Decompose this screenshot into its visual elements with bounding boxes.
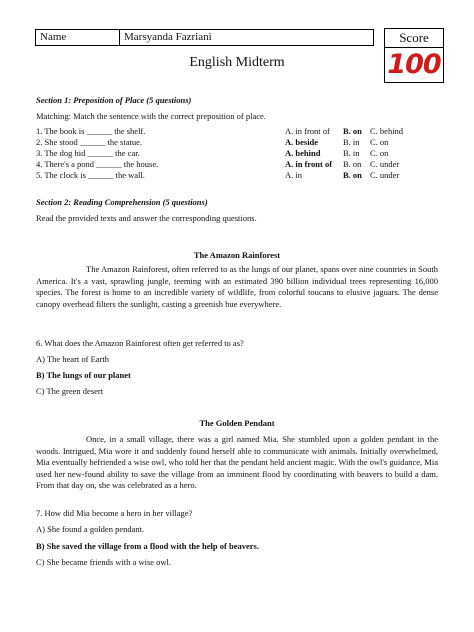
option-c: C. under <box>370 159 400 169</box>
name-label: Name <box>36 30 120 45</box>
story1-title: The Amazon Rainforest <box>193 250 281 260</box>
page-title: English Midterm <box>189 55 285 70</box>
option-a: A. in front of <box>285 159 333 169</box>
section1-instruction: Matching: Match the sentence with the correct preposition of place. <box>36 111 266 121</box>
option-c: C. under <box>370 170 400 180</box>
option-c: C. behind <box>370 126 404 136</box>
q7-option-a: A) She found a golden pendant. <box>36 524 145 534</box>
section2-instruction: Read the provided texts and answer the corresponding questions. <box>36 213 257 223</box>
section1-heading: Section 1: Preposition of Place (5 questions) <box>36 95 192 105</box>
option-b: B. in <box>343 137 360 147</box>
score-value: 100 <box>387 49 441 80</box>
story1-text: The Amazon Rainforest, often referred to as the lungs of our planet, spans over nine countries in South America. It's a vast, sprawling jungle, teeming with an estimated 390 billion individual trees representing 16,000 species. The forest is home to an incredible variety of wildlife, from colorful toucans to elusive jaguars. The dense canopy overhead filters the sunlight, casting a greenish hue everywhere. <box>36 264 438 309</box>
match-item-4 <box>36 159 456 170</box>
section2-heading: Section 2: Reading Comprehension (5 questions) <box>36 197 208 207</box>
option-b: B. on <box>343 159 362 169</box>
score-label: Score <box>385 29 443 48</box>
q7-option-b: B) She saved the village from a flood with the help of beavers. <box>36 541 259 551</box>
option-b: B. on <box>343 170 362 180</box>
q6-option-a: A) The heart of Earth <box>36 354 110 364</box>
option-a: A. in <box>285 170 302 180</box>
name-value: Marsyanda Fazriani <box>124 31 212 43</box>
option-c: C. on <box>370 148 389 158</box>
match-item-1 <box>36 126 456 137</box>
story2-text: Once, in a small village, there was a girl named Mia. She stumbled upon a golden pendant in the woods. Intrigued, Mia wore it and suddenly found herself able to communicate with animals. Initially overwhelmed, Mia eventually befriended a wise owl, who told her that the pendant held ancient magic. With the owl's guidance, Mia used her new-found ability to save the village from an imminent flood by coordinating with beavers to build a dam. From that day on, she was celebrated as a hero. <box>36 434 438 491</box>
match-question: 3. The dog hid ______ the car. <box>36 148 140 158</box>
option-a: A. in front of <box>285 126 330 136</box>
matching-list <box>36 126 456 181</box>
option-c: C. on <box>370 137 389 147</box>
q6-option-c: C) The green desert <box>36 386 104 396</box>
q6-option-b: B) The lungs of our planet <box>36 370 131 380</box>
match-question: 5. The clock is ______ the wall. <box>36 170 145 180</box>
match-item-2 <box>36 137 456 148</box>
option-a: A. beside <box>285 137 319 147</box>
option-b: B. on <box>343 126 362 136</box>
question-6: 6. What does the Amazon Rainforest often get referred to as? <box>36 338 244 348</box>
q7-option-c: C) She became friends with a wise owl. <box>36 557 172 567</box>
name-table <box>35 29 374 46</box>
match-question: 4. There's a pond ______ the house. <box>36 159 159 169</box>
match-item-5 <box>36 170 456 181</box>
option-a: A. behind <box>285 148 321 158</box>
match-item-3 <box>36 148 456 159</box>
story2-title: The Golden Pendant <box>199 418 275 428</box>
match-question: 1. The book is ______ the shelf. <box>36 126 146 136</box>
match-question: 2. She stood ______ the statue. <box>36 137 143 147</box>
option-b: B. in <box>343 148 360 158</box>
question-7: 7. How did Mia become a hero in her village? <box>36 508 193 518</box>
